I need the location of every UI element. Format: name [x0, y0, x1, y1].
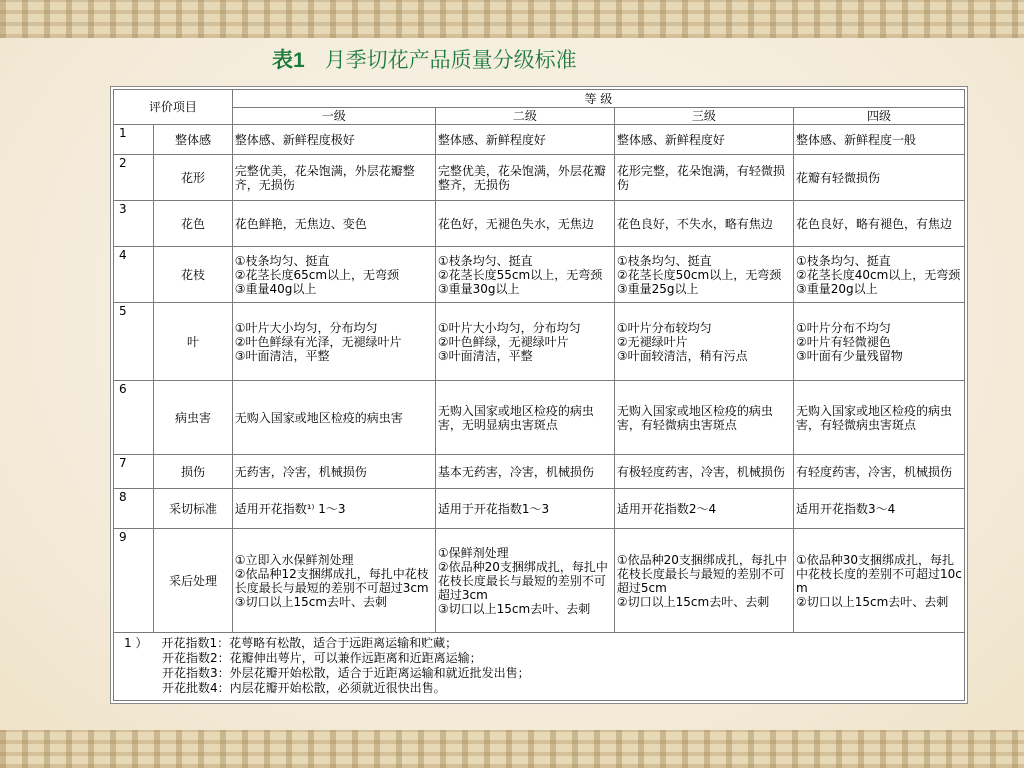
- table-footnote: [113, 633, 965, 701]
- grade-cell: 花色鲜艳，无焦边、变色: [232, 201, 435, 247]
- row-number: 5: [114, 303, 154, 381]
- row-number: 6: [114, 381, 154, 455]
- footnote-marker: 1 ）: [124, 636, 148, 650]
- footnote-line: 开花指数1：花萼略有松散，适合于远距离运输和贮藏；: [161, 636, 458, 650]
- grade-cell: 无购入国家或地区检疫的病虫害，有轻微病虫害斑点: [793, 381, 964, 455]
- grade-cell: 有轻度药害，冷害，机械损伤: [793, 455, 964, 489]
- decorative-border-bottom: [0, 730, 1024, 768]
- grade-cell: 适用于开花指数1～3: [435, 489, 614, 529]
- grade-cell: ①叶片大小均匀，分布均匀 ②叶色鲜绿，无褪绿叶片 ③叶面清洁，平整: [435, 303, 614, 381]
- grade-cell: 花色良好，不失水，略有焦边: [614, 201, 793, 247]
- grade-cell: 花色好，无褪色失水，无焦边: [435, 201, 614, 247]
- row-item: 采切标准: [154, 489, 232, 529]
- row-number: 1: [114, 125, 154, 155]
- grade-cell: ①依品种30支捆绑成扎，每扎中花枝长度的差别不可超过10cm ②切口以上15cm去叶、去刺: [793, 529, 964, 633]
- table-row: [114, 489, 965, 529]
- grade-cell: ①叶片分布不均匀 ②叶片有轻微褪色 ③叶面有少量残留物: [793, 303, 964, 381]
- grade-cell: 适用开花指数¹⁾ 1～3: [232, 489, 435, 529]
- grade-cell: ①枝条均匀、挺直 ②花茎长度65cm以上，无弯颈 ③重量40g以上: [232, 247, 435, 303]
- footnote-line: 开花指数3：外层花瓣开始松散，适合于近距离运输和就近批发出售；: [162, 666, 530, 680]
- grade-cell: ①依品种20支捆绑成扎，每扎中花枝长度最长与最短的差别不可超过5cm ②切口以上15cm去叶、去刺: [614, 529, 793, 633]
- header-item: 评价项目: [114, 90, 233, 125]
- grade-cell: 花形完整，花朵饱满，有轻微损伤: [614, 155, 793, 201]
- table-row: [114, 303, 965, 381]
- grade-cell: ①枝条均匀、挺直 ②花茎长度40cm以上，无弯颈 ③重量20g以上: [793, 247, 964, 303]
- footnote-line: 开花批数4：内层花瓣开始松散，必须就近很快出售。: [162, 681, 446, 695]
- grade-cell: 花色良好，略有褪色，有焦边: [793, 201, 964, 247]
- table-row: [114, 125, 965, 155]
- grade-cell: ①保鲜剂处理 ②依品种20支捆绑成扎，每扎中花枝长度最长与最短的差别不可超过3cm ③切口以上15cm去叶、去刺: [435, 529, 614, 633]
- grade-cell: 整体感、新鲜程度一般: [793, 125, 964, 155]
- slide-title: [272, 44, 577, 74]
- grade-cell: 适用开花指数2～4: [614, 489, 793, 529]
- row-number: 3: [114, 201, 154, 247]
- row-number: 4: [114, 247, 154, 303]
- grade-cell: 完整优美，花朵饱满，外层花瓣整齐，无损伤: [435, 155, 614, 201]
- table-row: [114, 201, 965, 247]
- grade-cell: 完整优美，花朵饱满，外层花瓣整齐，无损伤: [232, 155, 435, 201]
- row-item: 花形: [154, 155, 232, 201]
- grade-cell: 无购入国家或地区检疫的病虫害，无明显病虫害斑点: [435, 381, 614, 455]
- row-item: 采后处理: [154, 529, 232, 633]
- row-number: 9: [114, 529, 154, 633]
- grading-table-grid: [113, 89, 965, 633]
- row-item: 花枝: [154, 247, 232, 303]
- table-row: [114, 247, 965, 303]
- row-item: 病虫害: [154, 381, 232, 455]
- row-item: 叶: [154, 303, 232, 381]
- row-item: 花色: [154, 201, 232, 247]
- table-number: 表1: [272, 49, 305, 72]
- grade-cell: ①枝条均匀、挺直 ②花茎长度50cm以上，无弯颈 ③重量25g以上: [614, 247, 793, 303]
- grade-cell: 无购入国家或地区检疫的病虫害，有轻微病虫害斑点: [614, 381, 793, 455]
- row-item: 损伤: [154, 455, 232, 489]
- row-number: 8: [114, 489, 154, 529]
- grade-cell: 基本无药害，冷害，机械损伤: [435, 455, 614, 489]
- table-row: [114, 381, 965, 455]
- grading-table: [110, 86, 968, 704]
- grade-cell: ①叶片分布较均匀 ②无褪绿叶片 ③叶面较清洁，稍有污点: [614, 303, 793, 381]
- row-number: 7: [114, 455, 154, 489]
- grade-cell: ①叶片大小均匀，分布均匀 ②叶色鲜绿有光泽，无褪绿叶片 ③叶面清洁，平整: [232, 303, 435, 381]
- grade-cell: 花瓣有轻微损伤: [793, 155, 964, 201]
- header-level: 二级: [435, 108, 614, 125]
- grade-cell: 无药害，冷害，机械损伤: [232, 455, 435, 489]
- footnote-line: 开花指数2：花瓣伸出萼片，可以兼作远距离和近距离运输；: [162, 651, 482, 665]
- header-level: 一级: [232, 108, 435, 125]
- grade-cell: 无购入国家或地区检疫的病虫害: [232, 381, 435, 455]
- grade-cell: 有极轻度药害，冷害，机械损伤: [614, 455, 793, 489]
- grade-cell: 整体感、新鲜程度好: [614, 125, 793, 155]
- decorative-border-top: [0, 0, 1024, 38]
- row-item: 整体感: [154, 125, 232, 155]
- title-text: 月季切花产品质量分级标准: [324, 48, 577, 72]
- row-number: 2: [114, 155, 154, 201]
- header-grade: 等 级: [232, 90, 964, 108]
- grade-cell: ①立即入水保鲜剂处理 ②依品种12支捆绑成扎，每扎中花枝长度最长与最短的差别不可超过3cm ③切口以上15cm去叶、去刺: [232, 529, 435, 633]
- grade-cell: 整体感、新鲜程度极好: [232, 125, 435, 155]
- table-row: [114, 455, 965, 489]
- table-row: [114, 155, 965, 201]
- grade-cell: ①枝条均匀、挺直 ②花茎长度55cm以上，无弯颈 ③重量30g以上: [435, 247, 614, 303]
- table-row: [114, 529, 965, 633]
- grade-cell: 适用开花指数3～4: [793, 489, 964, 529]
- header-level: 三级: [614, 108, 793, 125]
- header-level: 四级: [793, 108, 964, 125]
- grade-cell: 整体感、新鲜程度好: [435, 125, 614, 155]
